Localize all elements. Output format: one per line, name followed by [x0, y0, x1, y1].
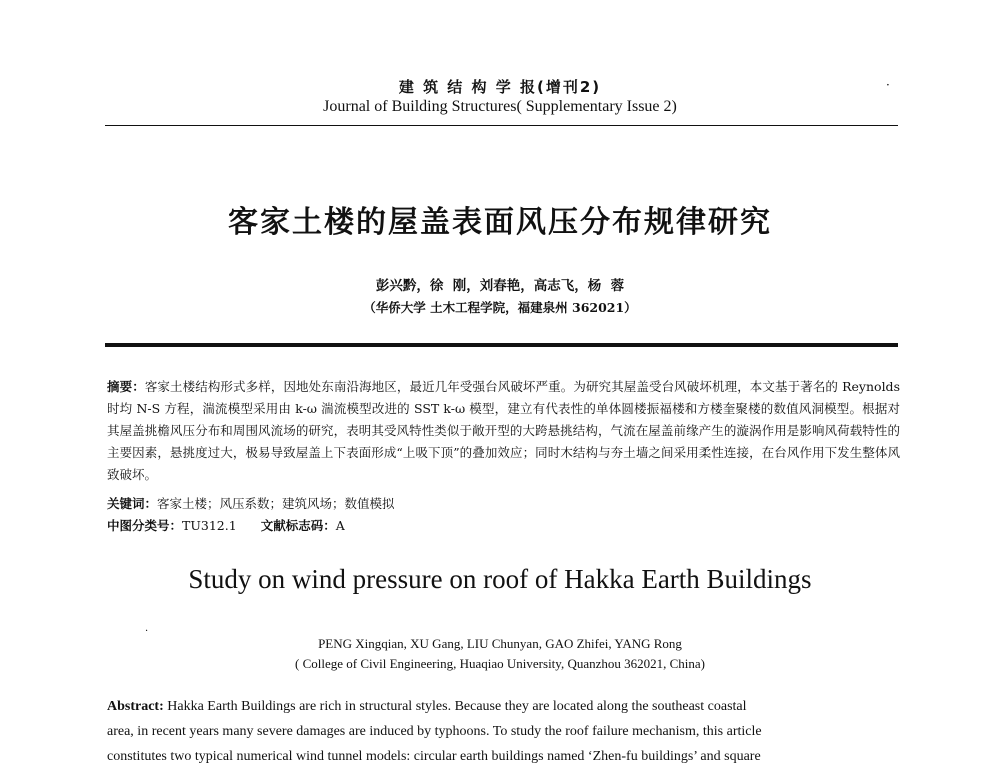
class-label: 中图分类号： [107, 518, 183, 533]
abstract-en-line-1 [107, 694, 900, 719]
page-dot-mark-2: · [145, 626, 149, 637]
abstract-en-line-3: constitutes two typical numerical wind tunnel models: circular earth buildings named ‘Zhen-fu buildings’ and square [107, 749, 761, 764]
authors-en: PENG Xingqian, XU Gang, LIU Chunyan, GAO Zhifei, YANG Rong [318, 636, 682, 651]
journal-name-cn: 建 筑 结 构 学 报(增刊2) [398, 78, 602, 96]
keywords-cn [107, 494, 395, 512]
authors-cn: 彭兴黔，徐 刚，刘春艳，高志飞，杨 蓉 [375, 278, 625, 294]
abstract-en [107, 694, 900, 769]
header-rule [105, 125, 898, 126]
abstract-en-text-1: Hakka Earth Buildings are rich in structural styles. Because they are located along the southeast coastal [163, 699, 747, 714]
keywords-text-cn: 客家土楼；风压系数；建筑风场；数值模拟 [157, 496, 395, 511]
abstract-label-en: Abstract: [107, 699, 164, 714]
page-dot-mark: · [886, 78, 890, 92]
abstract-cn [107, 376, 900, 486]
classification-cn [107, 516, 345, 534]
paper-title-cn: 客家土楼的屋盖表面风压分布规律研究 [228, 205, 772, 240]
keywords-label-cn: 关键词： [107, 496, 158, 511]
abstract-en-line-2: area, in recent years many severe damages are induced by typhoons. To study the roof failure mechanism, this article [107, 724, 762, 739]
doc-code-label: 文献标志码： [260, 518, 336, 533]
section-rule [105, 343, 898, 347]
class-value: TU312.1 [182, 518, 237, 533]
paper-title-en: Study on wind pressure on roof of Hakka Earth Buildings [188, 564, 812, 594]
journal-name-en: Journal of Building Structures( Supplementary Issue 2) [323, 98, 677, 115]
abstract-text-cn: 客家土楼结构形式多样，因地处东南沿海地区，最近几年受强台风破坏严重。为研究其屋盖受台风破坏机理，本文基于著名的 Reynolds 时均 N-S 方程，湍流模型采用由 k-ω 湍流模型改进的 SST k-ω 模型，建立有代表性的单体圆楼振福楼和方楼奎聚楼的数值风洞模型。根据对其屋盖挑檐风压分布和周围风流场的研究，表明其受风特性类似于敞开型的大跨悬挑结构，气流在屋盖前缘产生的漩涡作用是影响风荷载特性的主要因素，悬挑度过大，极易导致屋盖上下表面形成“上吸下顶”的叠加效应；同时木结构与夯土墙之间采用柔性连接，在台风作用下发生整体风致破坏。 [107, 379, 900, 482]
abstract-label-cn: 摘要： [107, 379, 145, 394]
affiliation-cn: （华侨大学 土木工程学院，福建泉州 362021） [363, 300, 637, 315]
doc-code-value: A [335, 518, 345, 533]
affiliation-en: ( College of Civil Engineering, Huaqiao University, Quanzhou 362021, China) [294, 656, 706, 671]
